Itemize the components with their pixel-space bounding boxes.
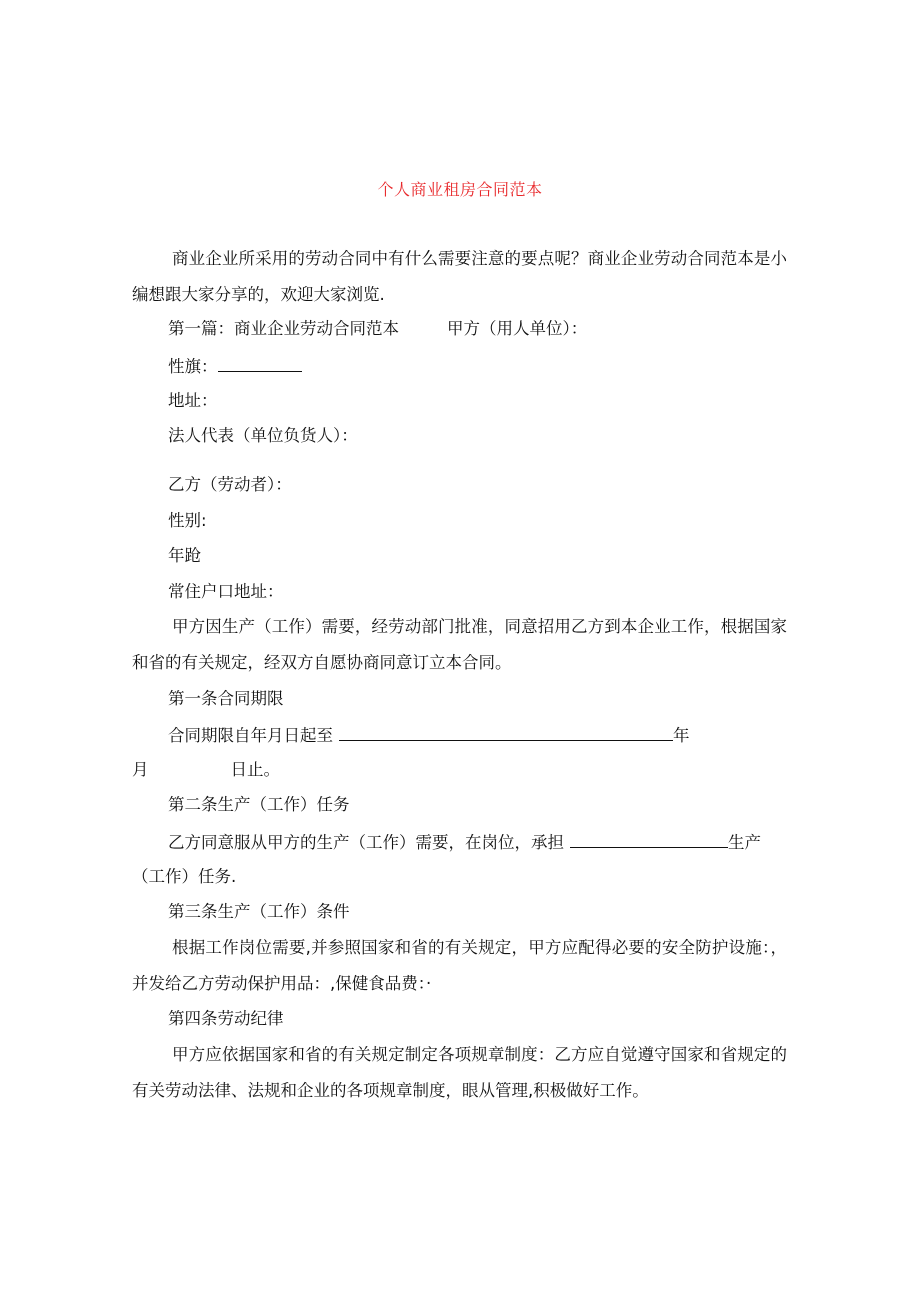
article-3-paragraph: 根据工作岗位需要,并参照国家和省的有关规定，甲方应配得必要的安全防护设施：，并发给乙方劳动保护用品：,保健食品费：· <box>132 938 787 993</box>
article-1-year: 年 <box>673 726 690 745</box>
article-2-text <box>168 831 761 853</box>
article-2-title: 第二条生产（工作）任务 <box>168 795 350 814</box>
article-2-blank <box>570 831 728 848</box>
article-1-text <box>168 724 690 746</box>
article-1-month: 月 <box>132 760 149 779</box>
address-label: 地址： <box>168 391 218 410</box>
party-a-label: 甲方（用人单位）： <box>447 319 588 338</box>
article-1-end-text: 日止。 <box>230 760 280 779</box>
chapter-heading <box>168 319 587 339</box>
residence-label: 常住户口地址： <box>168 582 284 601</box>
article-2-text-b: 生产 <box>728 833 761 852</box>
article-1-end <box>132 760 280 780</box>
name-blank <box>218 355 302 372</box>
intro-paragraph: 商业企业所采用的劳动合同中有什么需要注意的要点呢？商业企业劳动合同范本是小编想跟大家分享的，欢迎大家浏览. <box>132 249 787 304</box>
article-1-title: 第一条合同期限 <box>168 689 284 708</box>
legal-rep-label: 法人代表（单位负货人）： <box>168 426 358 445</box>
article-2-text-a: 乙方同意服从甲方的生产（工作）需要，在岗位，承担 <box>168 833 564 852</box>
name-label: 性旗： <box>168 357 218 376</box>
article-4-paragraph: 甲方应依据国家和省的有关规定制定各项规章制度：乙方应自觉遵守国家和省规定的有关劳动法律、法规和企业的各项规章制度，眼从管理,积极做好工作。 <box>132 1045 787 1100</box>
article-2-text-c: （工作）任务. <box>132 867 237 886</box>
party-b-label: 乙方（劳动者）： <box>168 475 292 494</box>
chapter-title: 第一篇：商业企业劳动合同范本 <box>168 319 399 338</box>
article-1-term-text: 合同期限自年月日起至 <box>168 726 333 745</box>
article-4-title: 第四条劳动纪律 <box>168 1009 284 1028</box>
name-row <box>168 355 302 377</box>
gender-label: 性别: <box>168 511 207 530</box>
document-title: 个人商业租房合同范本 <box>377 180 543 199</box>
age-label: 年跄 <box>168 546 201 565</box>
article-3-title: 第三条生产（工作）条件 <box>168 902 350 921</box>
preamble-paragraph: 甲方因生产（工作）需要，经劳动部门批准，同意招用乙方到本企业工作，根据国家和省的有关规定，经双方自愿协商同意订立本合同。 <box>132 617 787 672</box>
article-1-blank <box>339 724 673 741</box>
